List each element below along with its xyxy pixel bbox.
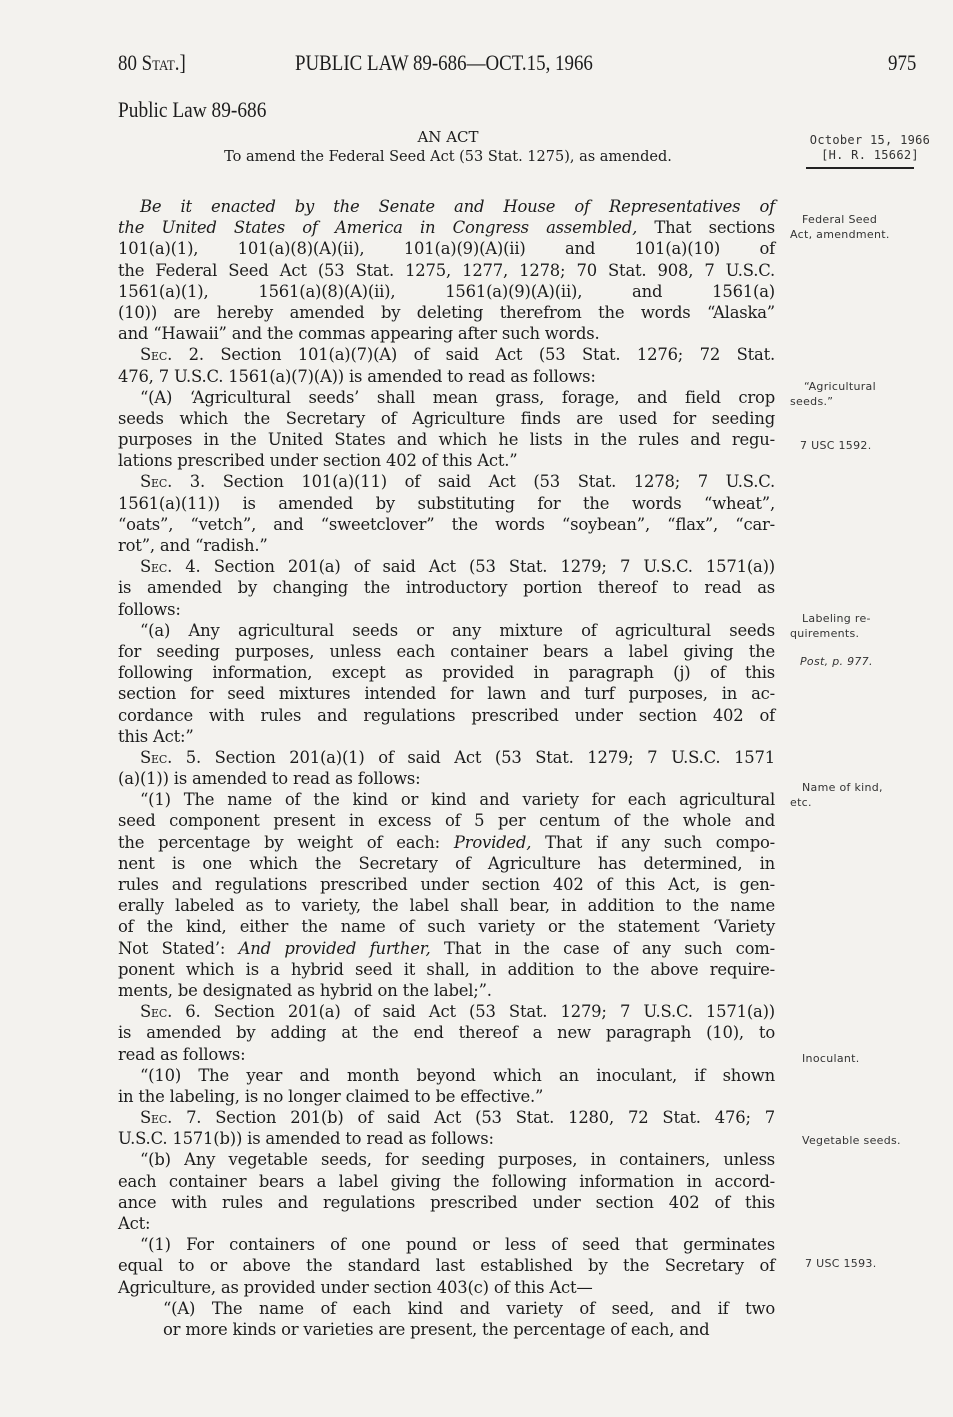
text-segment: is amended by adding at the end thereof a new paragraph (10), to [118, 1023, 775, 1043]
text-segment: That if any such compo- [531, 832, 775, 852]
italic-text: And provided further, [238, 938, 431, 958]
text-segment: lations prescribed under section 402 of this Act.” [118, 451, 518, 471]
text-segment: ments, be designated as hybrid on the label;”. [118, 980, 492, 1000]
text-line [118, 535, 775, 556]
text-line [118, 1213, 775, 1234]
text-segment: “(b) Any vegetable seeds, for seeding purposes, in containers, unless [140, 1150, 775, 1170]
text-segment: nent is one which the Secretary of Agriculture has determined, in [118, 853, 775, 873]
text-segment: the percentage by weight of each: [118, 832, 454, 852]
paragraph [118, 1001, 775, 1065]
section-label: Sec. [140, 557, 173, 577]
text-line [118, 1149, 775, 1170]
text-segment: purposes in the United States and which he lists in the rules and regu- [118, 430, 775, 450]
an-act-heading: AN ACT [417, 128, 479, 146]
text-segment: each container bears a label giving the following information in accord- [118, 1171, 775, 1191]
text-line [118, 1255, 775, 1276]
text-line [118, 620, 775, 641]
paragraph [118, 1298, 775, 1340]
page-number: 975 [888, 50, 917, 75]
text-line [118, 959, 775, 980]
italic-text: Be it enacted by the Senate and House of Representatives of [140, 197, 775, 216]
note-line: Labeling re- [802, 612, 871, 625]
text-line [118, 556, 775, 577]
text-segment: 1561(a)(11)) is amended by substituting for the words “wheat”, [118, 493, 775, 513]
note-line: Name of kind, [802, 781, 883, 794]
text-line [118, 238, 775, 259]
text-segment: Not Stated’: [118, 938, 239, 958]
margin-note-7-usc-1592: 7 USC 1592. [800, 439, 872, 452]
text-segment: and “Hawaii” and the commas appearing after such words. [118, 324, 600, 344]
text-segment: U.S.C. 1571(b)) is amended to read as follows: [118, 1129, 494, 1149]
text-line [118, 366, 775, 387]
text-segment: Sec. 5. Section 201(a)(1) of said Act (53 Stat. 1279; 7 U.S.C. 1571 [140, 747, 775, 767]
text-line [118, 747, 775, 768]
text-segment: Agriculture, as provided under section 403(c) of this Act— [118, 1277, 593, 1297]
text-line [118, 344, 775, 365]
text-segment: follows: [118, 599, 181, 619]
text-segment: “(a) Any agricultural seeds or any mixture of agricultural seeds [140, 620, 775, 640]
text-line [118, 1065, 775, 1086]
text-line [118, 1001, 775, 1022]
text-segment: seed component present in excess of 5 per centum of the whole and [118, 811, 775, 831]
paragraph [118, 344, 775, 386]
text-segment: That sections [637, 218, 775, 238]
text-line [118, 1277, 775, 1298]
text-line [118, 1128, 775, 1149]
date-rule [806, 167, 914, 169]
text-segment: ance with rules and regulations prescribed under section 402 of this [118, 1192, 775, 1212]
margin-note-inoculant: Inoculant. [802, 1052, 860, 1065]
margin-note-7-usc-1593: 7 USC 1593. [805, 1257, 877, 1270]
text-segment: the Federal Seed Act (53 Stat. 1275, 1277, 1278; 70 Stat. 908, 7 U.S.C. [118, 260, 775, 280]
text-segment: this Act:” [118, 726, 194, 746]
text-segment: 101(a)(1), 101(a)(8)(A)(ii), 101(a)(9)(A)(ii) and 101(a)(10) of [118, 239, 775, 259]
paragraph [118, 387, 775, 472]
text-segment: Sec. 6. Section 201(a) of said Act (53 Stat. 1279; 7 U.S.C. 1571(a)) [140, 1002, 775, 1022]
margin-note-name-of-kind [790, 780, 930, 810]
text-line [118, 1107, 775, 1128]
section-label: Sec. [140, 472, 173, 492]
text-line [118, 323, 775, 344]
text-line [118, 768, 775, 789]
text-segment: (10)) are hereby amended by deleting therefrom the words “Alaska” [118, 302, 775, 322]
text-line [118, 260, 775, 281]
text-line [118, 1192, 775, 1213]
section-label: Sec. [140, 1002, 173, 1022]
text-line [118, 450, 775, 471]
text-line [118, 874, 775, 895]
text-line [118, 217, 775, 238]
text-segment: Act: [118, 1214, 151, 1233]
note-line: “Agricultural [804, 380, 876, 393]
text-segment: Sec. 3. Section 101(a)(11) of said Act (53 Stat. 1278; 7 U.S.C. [140, 472, 775, 492]
text-segment: following information, except as provided in paragraph (j) of this [118, 663, 775, 683]
text-line [118, 683, 775, 704]
note-line: Act, amendment. [790, 228, 890, 241]
text-segment: rules and regulations prescribed under section 402 of this Act, is gen- [118, 875, 775, 894]
text-segment: “oats”, “vetch”, and “sweetclover” the words “soybean”, “flax”, “car- [118, 514, 775, 534]
text-segment: of the kind, either the name of such variety or the statement ‘Variety [118, 917, 775, 937]
text-segment: equal to or above the standard last established by the Secretary of [118, 1256, 775, 1276]
text-line [118, 916, 775, 937]
section-label: Sec. [140, 1108, 173, 1128]
margin-note-agricultural-seeds [790, 379, 930, 409]
paragraph [118, 1149, 775, 1234]
text-line [118, 810, 775, 831]
text-line [118, 895, 775, 916]
paragraph [118, 1234, 775, 1298]
text-segment: rot”, and “radish.” [118, 536, 268, 555]
section-label: Sec. [140, 747, 173, 767]
text-segment: section for seed mixtures intended for lawn and turf purposes, in ac- [118, 684, 775, 704]
text-line [118, 853, 775, 874]
text-segment: “(10) The year and month beyond which an inoculant, if shown [140, 1065, 775, 1085]
text-line [118, 1086, 775, 1107]
margin-note-labeling [790, 611, 930, 641]
margin-note-post: Post, p. 977. [800, 655, 873, 668]
text-segment: Sec. 2. Section 101(a)(7)(A) of said Act (53 Stat. 1276; 72 Stat. [140, 345, 775, 365]
note-line: Federal Seed [802, 213, 878, 226]
italic-text: Provided, [453, 832, 532, 852]
text-line [118, 1044, 775, 1065]
text-segment: or more kinds or varieties are present, the percentage of each, and [163, 1319, 710, 1339]
text-line [118, 789, 775, 810]
statute-volume: 80 Stat.] [118, 50, 186, 75]
text-segment: Sec. 7. Section 201(b) of said Act (53 Stat. 1280, 72 Stat. 476; 7 [140, 1108, 775, 1128]
paragraph [118, 1107, 775, 1149]
paragraph [118, 620, 775, 747]
text-line [118, 980, 775, 1001]
text-line [118, 599, 775, 620]
bill-number: [H. R. 15662] [821, 148, 919, 162]
margin-note-vegetable-seeds: Vegetable seeds. [802, 1134, 901, 1147]
text-segment: 476, 7 U.S.C. 1561(a)(7)(A)) is amended to read as follows: [118, 366, 596, 386]
paragraph [118, 1065, 775, 1107]
paragraph [118, 556, 775, 620]
text-line [118, 1234, 775, 1255]
text-line [118, 196, 775, 217]
act-body [118, 196, 775, 1340]
paragraph [118, 747, 775, 789]
text-segment: for seeding purposes, unless each container bears a label giving the [118, 641, 775, 661]
act-purpose: To amend the Federal Seed Act (53 Stat. 1275), as amended. [224, 149, 672, 165]
text-segment: in the labeling, is no longer claimed to be effective.” [118, 1086, 544, 1106]
paragraph [118, 471, 775, 556]
note-line: quirements. [790, 627, 860, 640]
text-segment: “(A) ‘Agricultural seeds’ shall mean grass, forage, and field crop [140, 387, 775, 407]
text-line [118, 1298, 775, 1319]
text-segment: ponent which is a hybrid seed it shall, in addition to the above require- [118, 959, 775, 979]
text-line [118, 302, 775, 323]
note-line: seeds.” [790, 395, 834, 408]
text-segment: “(A) The name of each kind and variety of seed, and if two [163, 1298, 775, 1318]
text-segment: erally labeled as to variety, the label shall bear, in addition to the name [118, 896, 775, 916]
text-segment: cordance with rules and regulations prescribed under section 402 of [118, 705, 775, 725]
text-line [118, 938, 775, 959]
text-segment: read as follows: [118, 1044, 246, 1064]
text-line [118, 408, 775, 429]
text-segment: seeds which the Secretary of Agriculture finds are used for seeding [118, 408, 775, 428]
italic-text: the United States of America in Congress assembled, [118, 218, 638, 238]
text-line [118, 514, 775, 535]
text-line [118, 641, 775, 662]
text-line [118, 1022, 775, 1043]
text-line [118, 493, 775, 514]
text-line [118, 429, 775, 450]
text-line [118, 662, 775, 683]
text-line [118, 577, 775, 598]
margin-note-federal-seed [790, 212, 930, 242]
paragraph [118, 789, 775, 1001]
text-line [118, 1171, 775, 1192]
text-line [118, 705, 775, 726]
public-law-title: Public Law 89-686 [118, 97, 267, 122]
enactment-date: October 15, 1966 [809, 133, 931, 147]
text-segment: Sec. 4. Section 201(a) of said Act (53 Stat. 1279; 7 U.S.C. 1571(a)) [140, 557, 775, 577]
text-line [118, 387, 775, 408]
paragraph [118, 196, 775, 344]
text-line [118, 471, 775, 492]
text-line [118, 832, 775, 853]
text-line [118, 1319, 775, 1340]
text-segment: “(1) The name of the kind or kind and variety for each agricultural [140, 790, 775, 810]
text-segment: That in the case of any such com- [430, 938, 775, 958]
text-line [118, 281, 775, 302]
running-head: PUBLIC LAW 89-686—OCT.15, 1966 [295, 50, 593, 75]
text-line [118, 726, 775, 747]
text-segment: is amended by changing the introductory portion thereof to read as [118, 578, 775, 598]
text-segment: (a)(1)) is amended to read as follows: [118, 769, 421, 789]
margin-date [805, 133, 935, 163]
section-label: Sec. [140, 345, 173, 365]
text-segment: “(1) For containers of one pound or less of seed that germinates [140, 1235, 775, 1255]
note-line: etc. [790, 796, 812, 809]
text-segment: 1561(a)(1), 1561(a)(8)(A)(ii), 1561(a)(9)(A)(ii), and 1561(a) [118, 281, 775, 301]
